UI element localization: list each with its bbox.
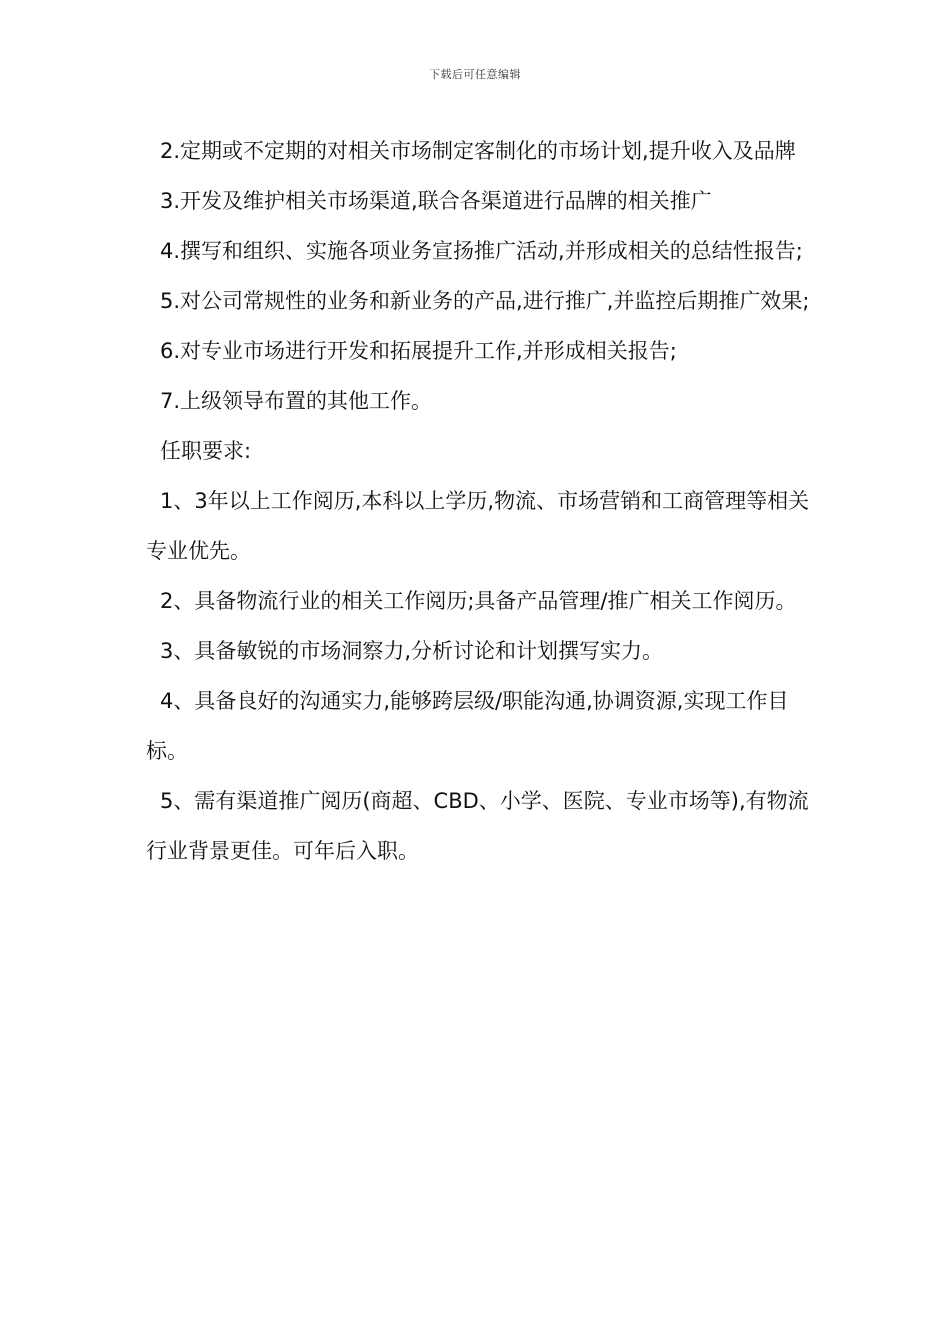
duty-item-5: 5.对公司常规性的业务和新业务的产品,进行推广,并监控后期推广效果;	[160, 289, 810, 313]
requirement-item-4: 4、具备良好的沟通实力,能够跨层级/职能沟通,协调资源,实现工作目标。	[146, 689, 789, 763]
duty-item-7: 7.上级领导布置的其他工作。	[160, 389, 433, 413]
document-body	[146, 126, 810, 876]
duty-item-4: 4.撰写和组织、实施各项业务宣扬推广活动,并形成相关的总结性报告;	[160, 239, 803, 263]
requirements-heading: 任职要求:	[160, 439, 252, 463]
requirement-item-5: 5、需有渠道推广阅历(商超、CBD、小学、医院、专业市场等),有物流行业背景更佳。可年后入职。	[146, 789, 809, 863]
duty-item-2: 2.定期或不定期的对相关市场制定客制化的市场计划,提升收入及品牌	[160, 139, 796, 163]
duty-item-3: 3.开发及维护相关市场渠道,联合各渠道进行品牌的相关推广	[160, 189, 712, 213]
requirement-item-1: 1、3年以上工作阅历,本科以上学历,物流、市场营销和工商管理等相关专业优先。	[146, 489, 810, 563]
page-header: 下载后可任意编辑	[429, 68, 521, 81]
requirement-item-2: 2、具备物流行业的相关工作阅历;具备产品管理/推广相关工作阅历。	[160, 589, 797, 613]
duty-item-6: 6.对专业市场进行开发和拓展提升工作,并形成相关报告;	[160, 339, 677, 363]
requirement-item-3: 3、具备敏锐的市场洞察力,分析讨论和计划撰写实力。	[160, 639, 664, 663]
